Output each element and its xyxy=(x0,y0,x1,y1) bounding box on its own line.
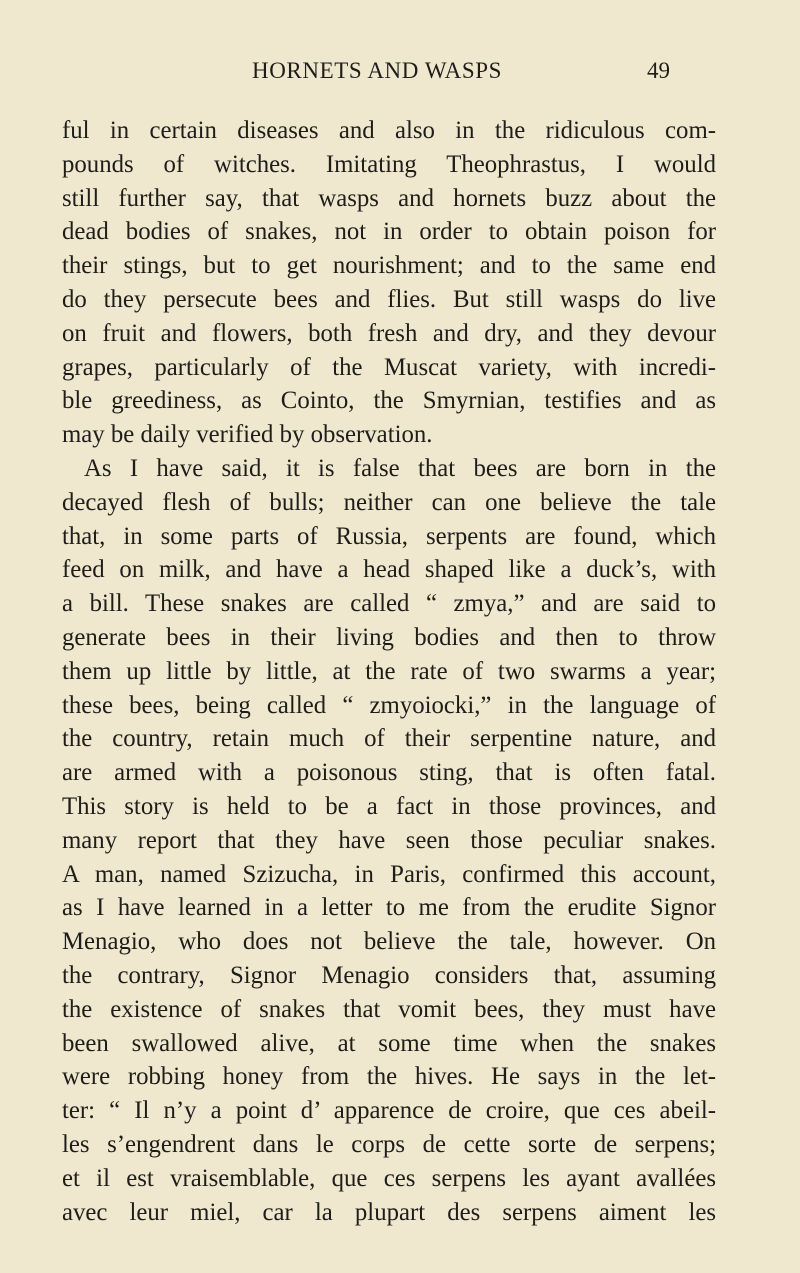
text-line: grapes, particularly of the Muscat variety, with incredi- xyxy=(62,353,716,381)
text-line: are armed with a poisonous sting, that is often fatal. xyxy=(62,759,716,787)
running-title: HORNETS AND WASPS xyxy=(252,58,503,83)
text-line: that, in some parts of Russia, serpents are found, which xyxy=(62,522,716,550)
text-line: ter: “ Il n’y a point d’ apparence de croire, que ces abeil- xyxy=(62,1097,716,1125)
text-line: As I have said, it is false that bees are born in the xyxy=(84,454,716,482)
text-line: these bees, being called “ zmyoiocki,” in the language of xyxy=(62,691,716,719)
page-number: 49 xyxy=(647,58,670,83)
text-line: A man, named Szizucha, in Paris, confirmed this account, xyxy=(62,860,716,888)
text-line: les s’engendrent dans le corps de cette sorte de serpens; xyxy=(62,1130,716,1158)
text-line: This story is held to be a fact in those provinces, and xyxy=(62,792,716,820)
text-line: generate bees in their living bodies and then to throw xyxy=(62,623,716,651)
text-line: on fruit and flowers, both fresh and dry, and they devour xyxy=(62,319,716,347)
text-line: pounds of witches. Imitating Theophrastus, I would xyxy=(62,150,716,178)
text-line: a bill. These snakes are called “ zmya,” and are said to xyxy=(62,590,716,618)
text-line: dead bodies of snakes, not in order to obtain poison for xyxy=(62,218,716,246)
text-line: do they persecute bees and flies. But still wasps do live xyxy=(62,285,716,313)
text-line: may be daily verified by observation. xyxy=(62,421,433,449)
text-line: many report that they have seen those peculiar snakes. xyxy=(62,826,716,854)
text-line: Menagio, who does not believe the tale, however. On xyxy=(62,928,716,956)
text-line: the country, retain much of their serpentine nature, and xyxy=(62,725,716,753)
text-line: the existence of snakes that vomit bees, they must have xyxy=(62,995,716,1023)
text-line: avec leur miel, car la plupart des serpens aiment les xyxy=(62,1198,716,1226)
running-header xyxy=(0,58,800,92)
text-line: still further say, that wasps and hornets buzz about the xyxy=(62,184,716,212)
text-line: ble greediness, as Cointo, the Smyrnian, testifies and as xyxy=(62,387,716,415)
body-text xyxy=(62,114,716,1229)
text-line: et il est vraisemblable, que ces serpens les ayant avallées xyxy=(62,1164,716,1192)
text-line: were robbing honey from the hives. He says in the let- xyxy=(62,1063,716,1091)
text-line: the contrary, Signor Menagio considers that, assuming xyxy=(62,961,716,989)
text-line: decayed flesh of bulls; neither can one believe the tale xyxy=(62,488,716,516)
text-line: ful in certain diseases and also in the ridiculous com- xyxy=(62,117,716,144)
text-line: feed on milk, and have a head shaped like a duck’s, with xyxy=(62,556,716,584)
text-line: been swallowed alive, at some time when the snakes xyxy=(62,1029,716,1057)
text-line: their stings, but to get nourishment; and to the same end xyxy=(62,252,716,280)
text-line: them up little by little, at the rate of two swarms a year; xyxy=(62,657,716,685)
text-line: as I have learned in a letter to me from the erudite Signor xyxy=(62,894,716,922)
